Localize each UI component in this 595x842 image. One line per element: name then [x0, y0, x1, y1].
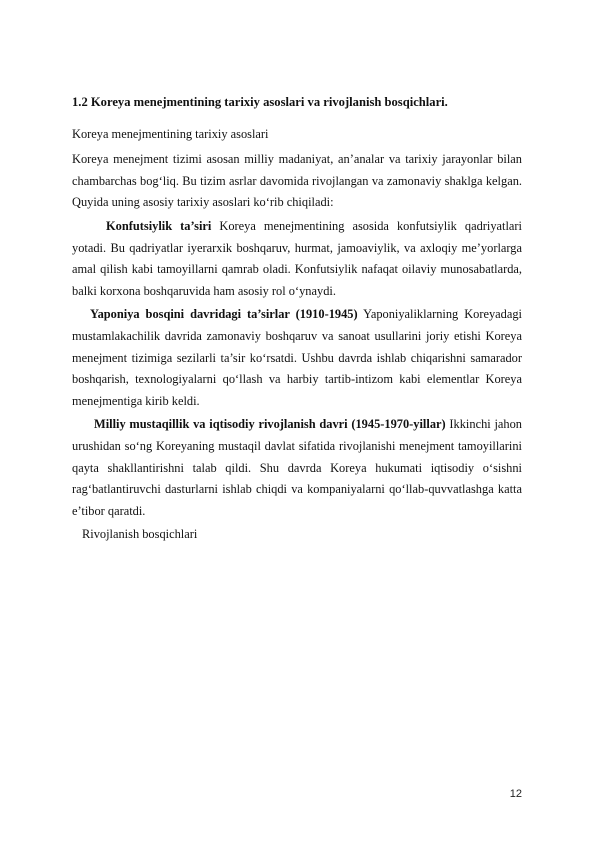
confucianism-paragraph — [72, 216, 522, 302]
development-stages-title: Rivojlanish bosqichlari — [82, 527, 198, 542]
intro-paragraph: Koreya menejment tizimi asosan milliy madaniyat, an’analar va tarixiy jarayonlar bilan chambarchas bog‘liq. Bu tizim asrlar davomida rivojlangan va zamonaviy shaklga kelgan. Quyida uning asosiy tarixiy asoslari ko‘rib chiqiladi: — [72, 152, 522, 210]
page-content — [72, 92, 522, 546]
independence-term: Milliy mustaqillik va iqtisodiy rivojlanish davri (1945-1970-yillar) — [94, 417, 446, 432]
confucianism-term: Konfutsiylik ta’siri — [106, 218, 212, 233]
japanese-occupation-term: Yaponiya bosqini davridagi ta’sirlar (1910-1945) — [90, 307, 358, 322]
japanese-occupation-text: Yaponiyaliklarning Koreyadagi mustamlakachilik davrida zamonaviy boshqaruv va sanoat usullarini joriy etishi Koreya menejment tizimiga sezilarli ta’sir ko‘rsatdi. Ushbu davrda ishlab chiqarishni samarador boshqarish, texnologiyalarni qo‘llash va harbiy tartib-intizom kabi elementlar Koreya menejmentiga kirib keldi. — [72, 307, 522, 408]
independence-paragraph — [72, 414, 522, 522]
confucianism-text: Koreya menejmentining asosida konfutsiylik qadriyatlari yotadi. Bu qadriyatlar iyerarxik boshqaruv, hurmat, jamoaviylik, va axloqiy me’yorlarga amal qilish kabi tamoyillarni qamrab oladi. Konfutsiylik nafaqat oilaviy munosabatlarda, balki korxona boshqaruvida ham asosiy rol o‘ynaydi. — [72, 218, 522, 298]
section-heading: 1.2 Koreya menejmentining tarixiy asoslari va rivojlanish bosqichlari. — [72, 95, 448, 109]
page-number: 12 — [509, 788, 522, 800]
independence-text: Ikkinchi jahon urushidan so‘ng Koreyaning mustaqil davlat sifatida rivojlanishi menejment tamoyillarini qayta shakllantirishni talab qildi. Shu davrda Koreya hukumati iqtisodiy o‘sishni rag‘batlantiruvchi dasturlarni ishlab chiqdi va kompaniyalarni qo‘llab-quvvatlashga katta e’tibor qaratdi. — [72, 417, 523, 518]
subsection-title: Koreya menejmentining tarixiy asoslari — [72, 126, 269, 141]
japanese-occupation-paragraph — [72, 304, 522, 412]
